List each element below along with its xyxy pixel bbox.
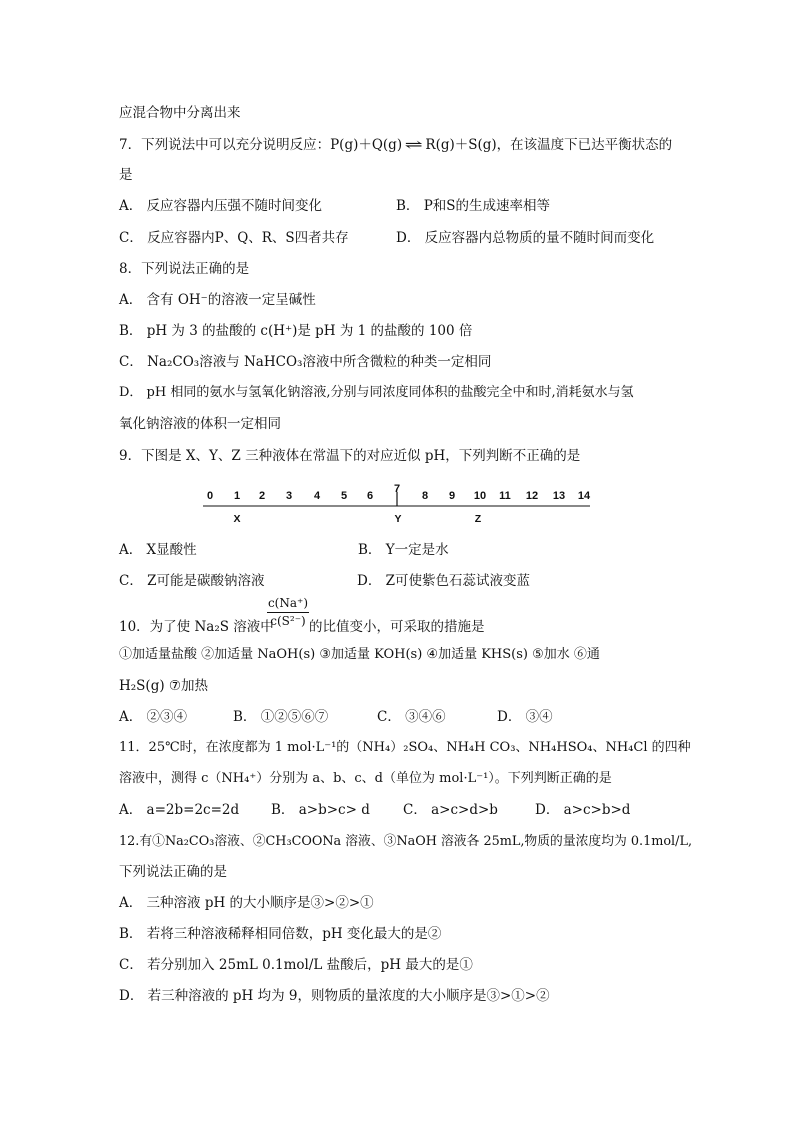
q8-option-d-cont: 氧化钠溶液的体积一定相同 xyxy=(119,416,281,432)
q11-option-b: B． a>b>c> d xyxy=(271,802,370,818)
q7-stem-cont: 是 xyxy=(119,167,133,183)
line-top: 应混合物中分离出来 xyxy=(119,105,241,121)
liquid-label-y: Y xyxy=(394,513,402,525)
q7-stem: 7．下列说法中可以充分说明反应：P(g)＋Q(g) ⇌ R(g)＋S(g)，在该温度下已达平衡状态的 xyxy=(119,137,673,153)
ratio-fraction xyxy=(267,596,309,629)
fraction-bar xyxy=(267,612,309,613)
q10-option-b: B． ①②⑤⑥⑦ xyxy=(233,709,329,725)
ph-tick-label: 0 xyxy=(206,490,214,502)
ph-tick-label: 6 xyxy=(366,490,374,502)
q9-option-d: D． Z可使紫色石蕊试液变蓝 xyxy=(357,573,530,589)
q10-option-c: C． ③④⑥ xyxy=(377,709,446,725)
ph-tick-label: 3 xyxy=(285,490,293,502)
q12-option-d: D． 若三种溶液的 pH 均为 9，则物质的量浓度的大小顺序是③>①>② xyxy=(119,988,550,1004)
fraction-numerator: c(Na⁺) xyxy=(267,596,309,610)
q11-stem: 11．25℃时，在浓度都为 1 mol·L⁻¹的（NH₄）₂SO₄、NH₄H CO₃、NH₄HSO₄、NH₄Cl 的四种 xyxy=(119,740,691,755)
q8-option-a: A． 含有 OH⁻的溶液一定呈碱性 xyxy=(119,292,316,308)
q10-stem-a: 10．为了使 Na₂S 溶液中 xyxy=(119,619,274,635)
q10-stem-b: 的比值变小，可采取的措施是 xyxy=(309,619,485,635)
q10-option-a: A． ②③④ xyxy=(119,709,188,725)
q12-option-c: C． 若分别加入 25mL 0.1mol/L 盐酸后，pH 最大的是① xyxy=(119,957,473,973)
q10-option-d: D． ③④ xyxy=(497,709,553,725)
ph-tick-label: 10 xyxy=(473,490,487,502)
q11-option-c: C． a>c>d>b xyxy=(403,802,498,818)
ph-tick-label: 7 xyxy=(393,483,401,495)
fraction-denominator: c(S²⁻) xyxy=(270,614,306,628)
ph-tick-label: 5 xyxy=(340,490,348,502)
ph-scale-diagram xyxy=(0,478,794,538)
q7-option-b: B． P和S的生成速率相等 xyxy=(396,198,551,214)
q9-option-c: C． Z可能是碳酸钠溶液 xyxy=(119,573,265,589)
ph-tick-label: 8 xyxy=(421,490,429,502)
q8-stem: 8．下列说法正确的是 xyxy=(119,261,250,277)
liquid-label-x: X xyxy=(233,513,241,525)
q11-stem-cont: 溶液中，测得 c（NH₄⁺）分别为 a、b、c、d（单位为 mol·L⁻¹）。下列判断正确的是 xyxy=(119,771,612,786)
ph-tick-label: 13 xyxy=(552,490,566,502)
ph-tick-label: 11 xyxy=(499,490,511,502)
q7-option-d: D． 反应容器内总物质的量不随时间而变化 xyxy=(396,230,655,246)
q10-measures-cont: H₂S(g) ⑦加热 xyxy=(119,678,209,694)
ph-tick-label: 12 xyxy=(525,490,539,502)
ph-tick-label: 2 xyxy=(258,490,266,502)
q8-option-c: C． Na₂CO₃溶液与 NaHCO₃溶液中所含微粒的种类一定相同 xyxy=(119,354,492,370)
q10-measures: ①加适量盐酸 ②加适量 NaOH(s) ③加适量 KOH(s) ④加适量 KHS(s) ⑤加水 ⑥通 xyxy=(119,647,600,662)
q11-option-d: D． a>c>b>d xyxy=(535,802,631,818)
q8-option-b: B． pH 为 3 的盐酸的 c(H⁺)是 pH 为 1 的盐酸的 100 倍 xyxy=(119,323,473,339)
q8-option-d: D． pH 相同的氨水与氢氧化钠溶液,分别与同浓度同体积的盐酸完全中和时,消耗氨水与氢 xyxy=(119,385,634,400)
equilibrium-arrow-icon: ⇌ xyxy=(404,137,423,153)
q9-option-a: A． X显酸性 xyxy=(119,542,197,558)
q9-stem: 9．下图是 X、Y、Z 三种液体在常温下的对应近似 pH，下列判断不正确的是 xyxy=(119,448,581,464)
q12-option-a: A． 三种溶液 pH 的大小顺序是③>②>① xyxy=(119,895,374,911)
q12-stem: 12.有①Na₂CO₃溶液、②CH₃COONa 溶液、③NaOH 溶液各 25mL,物质的量浓度均为 0.1mol/L, xyxy=(119,834,693,849)
ph-tick-label: 1 xyxy=(233,490,241,502)
q9-option-b: B． Y一定是水 xyxy=(358,542,449,558)
liquid-label-z: Z xyxy=(474,513,482,525)
ph-tick-label: 14 xyxy=(577,490,591,502)
q12-stem-cont: 下列说法正确的是 xyxy=(119,864,227,880)
q7-option-c: C． 反应容器内P、Q、R、S四者共存 xyxy=(119,230,349,246)
ph-tick-label: 4 xyxy=(313,490,321,502)
ph-tick-label: 9 xyxy=(448,490,456,502)
q7-option-a: A． 反应容器内压强不随时间变化 xyxy=(119,198,323,214)
q11-option-a: A． a=2b=2c=2d xyxy=(119,802,240,818)
q12-option-b: B． 若将三种溶液稀释相同倍数，pH 变化最大的是② xyxy=(119,926,442,942)
